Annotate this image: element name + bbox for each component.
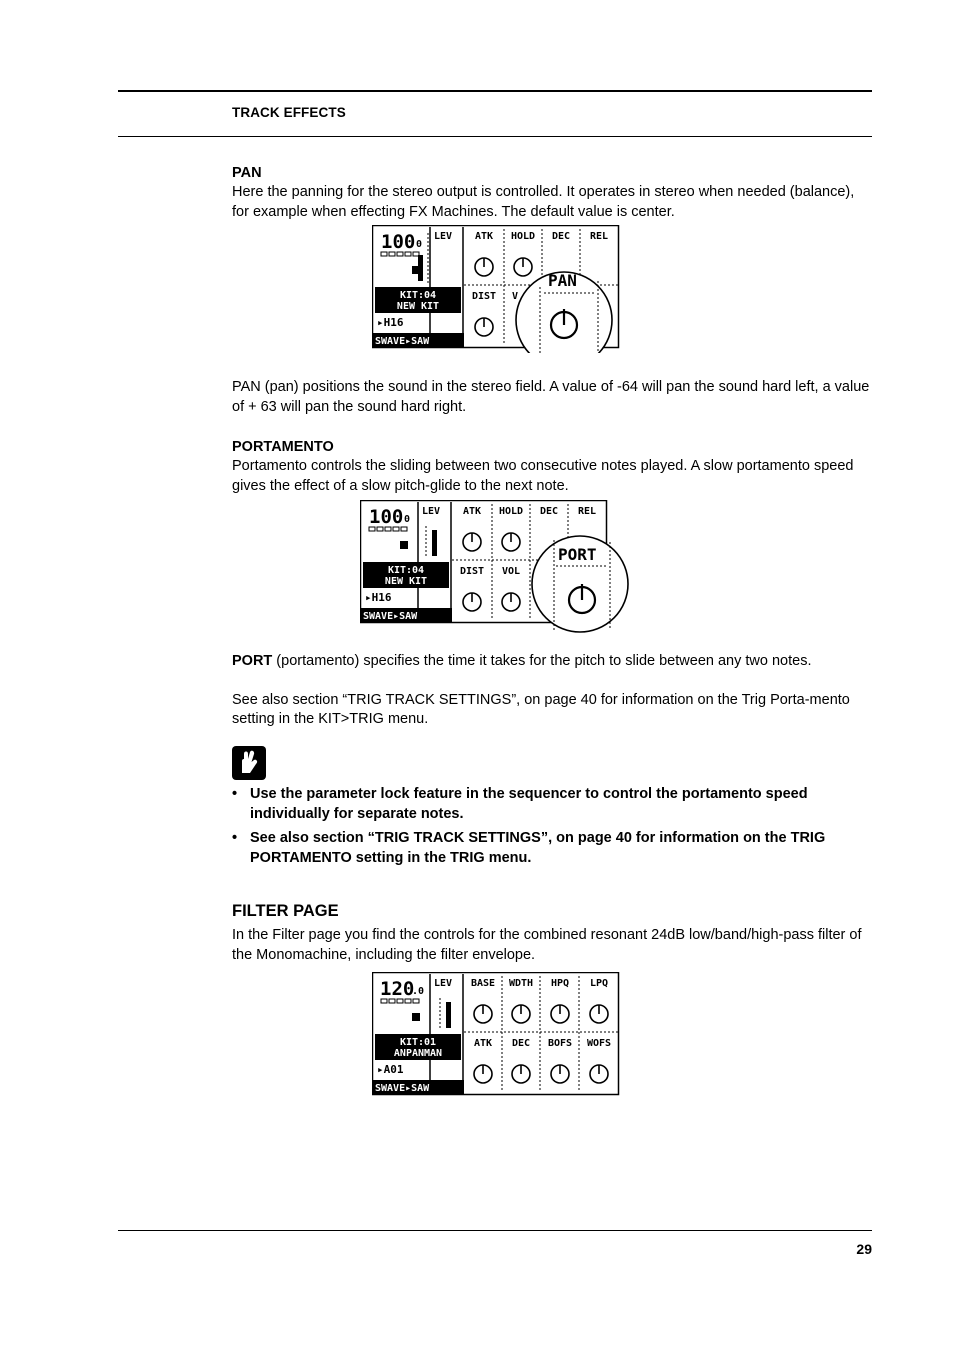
lcd-port-zoom-label: PORT: [558, 545, 597, 564]
lcd-filter-label-bofs: BOFS: [547, 1038, 573, 1049]
lcd-filter-label-lpq: LPQ: [589, 978, 609, 989]
port-see-also: See also section “TRIG TRACK SETTINGS”, on page 40 for information on the Trig Porta-mento setting in the KIT>TRIG menu.: [232, 691, 850, 727]
lcd-filter-pattern: ▸A01: [377, 1063, 404, 1076]
lcd-filter-label-wdth: WDTH: [508, 978, 534, 989]
port-description-block: [232, 652, 874, 730]
lcd-port-kit-line2: NEW KIT: [384, 576, 428, 587]
lcd-pan-kit-line2: NEW KIT: [396, 301, 440, 312]
lcd-port-zoom-circle: [532, 536, 628, 632]
lcd-pan-level-bar: [418, 255, 423, 281]
tips-block: [232, 785, 874, 873]
pan-heading: PAN: [232, 165, 262, 181]
lcd-filter-stop-square: [412, 1013, 420, 1021]
lcd-pan-label-lev: LEV: [434, 231, 453, 242]
filter-heading: FILTER PAGE: [232, 902, 339, 920]
page-number: 29: [856, 1241, 872, 1257]
lcd-filter-label-base: BASE: [470, 978, 496, 989]
header-top-rule: [118, 90, 872, 92]
lcd-pan-kit-line1: KIT:04: [399, 290, 437, 301]
lcd-filter-tempo-suffix: .0: [412, 986, 425, 997]
lcd-pan-machine: SWAVE▸SAW: [375, 336, 430, 347]
tips-list: [232, 785, 874, 868]
pan-description: PAN (pan) positions the sound in the stereo field. A value of -64 will pan the sound hard left, a value of + 63 will pan the sound hard right.: [232, 379, 870, 415]
filter-intro: In the Filter page you find the controls for the combined resonant 24dB low/band/high-pass filter of the Monomachine, including the filter envelope.: [232, 927, 862, 963]
lcd-port-label-dec: DEC: [539, 506, 559, 517]
portamento-heading: PORTAMENTO: [232, 439, 334, 455]
lcd-port-pattern: ▸H16: [365, 591, 392, 604]
lcd-port-label-vol: VOL: [501, 566, 521, 577]
lcd-port-label-dist: DIST: [459, 566, 485, 577]
tip-text: See also section “TRIG TRACK SETTINGS”, on page 40 for information on the TRIG PORTAMENTO setting in the TRIG menu.: [250, 830, 826, 866]
lcd-port-level-bar: [432, 530, 437, 556]
tip-item: • Use the parameter lock feature in the sequencer to control the portamento speed individually for separate notes.: [232, 786, 808, 822]
portamento-intro: Portamento controls the sliding between two consecutive notes played. A slow portamento speed gives the effect of a slow pitch-glide to the next note.: [232, 458, 854, 494]
port-description: [232, 652, 874, 672]
port-description-rest: (portamento) specifies the time it takes for the pitch to slide between any two notes.: [272, 653, 812, 669]
tip-text: Use the parameter lock feature in the sequencer to control the portamento speed individually for separate notes.: [250, 786, 808, 822]
tip-item: • See also section “TRIG TRACK SETTINGS”, on page 40 for information on the TRIG PORTAMENTO setting in the TRIG menu.: [232, 830, 826, 866]
lcd-port-label-lev: LEV: [422, 506, 441, 517]
footer-rule: [118, 1230, 872, 1231]
lcd-port-kit-line1: KIT:04: [387, 565, 425, 576]
pan-section: [232, 163, 874, 222]
lcd-filter-tempo: 120: [380, 978, 415, 1000]
lcd-port-screenshot: [360, 500, 632, 634]
lcd-port-machine: SWAVE▸SAW: [363, 611, 418, 622]
lcd-pan-tempo: 100: [381, 231, 416, 253]
lcd-filter-machine: SWAVE▸SAW: [375, 1083, 430, 1094]
lcd-pan-zoom-label: PAN: [548, 271, 577, 290]
lcd-filter-label-hpq: HPQ: [550, 978, 570, 989]
lcd-pan-label-dec: DEC: [551, 231, 571, 242]
lcd-pan-label-atk: ATK: [474, 231, 494, 242]
running-header: TRACK EFFECTS: [232, 105, 346, 120]
lcd-filter-kit-line1: KIT:01: [399, 1037, 437, 1048]
lcd-pan-label-rel: REL: [589, 231, 609, 242]
pan-intro: Here the panning for the stereo output is controlled. It operates in stereo when needed (balance), for example when effecting FX Machines. The default value is center.: [232, 184, 855, 220]
lcd-filter-screenshot: [372, 972, 620, 1098]
lcd-port-stop-square: [400, 541, 408, 549]
lcd-filter-label-lev: LEV: [434, 978, 453, 989]
lcd-filter-kit-line2: ANPANMAN: [393, 1048, 443, 1059]
lcd-filter-label-dec: DEC: [511, 1038, 531, 1049]
lcd-pan-label-dist: DIST: [471, 291, 497, 302]
lcd-port-label-hold: HOLD: [498, 506, 524, 517]
lcd-pan-tempo-suffix: 0: [416, 239, 423, 250]
lcd-port-tempo: 100: [369, 506, 404, 528]
lcd-filter-label-atk: ATK: [473, 1038, 493, 1049]
lcd-pan-label-vol: V: [512, 291, 519, 302]
port-term: PORT: [232, 653, 273, 669]
lcd-pan-label-hold: HOLD: [510, 231, 536, 242]
lcd-port-tempo-suffix: 0: [404, 514, 411, 525]
lcd-pan-screenshot: [372, 225, 620, 353]
hand-icon: [232, 746, 266, 780]
lcd-port-label-atk: ATK: [462, 506, 482, 517]
lcd-filter-level-bar: [446, 1002, 451, 1028]
header-bottom-rule: [118, 136, 872, 137]
filter-section: [232, 900, 874, 965]
lcd-filter-label-wofs: WOFS: [586, 1038, 612, 1049]
portamento-section: [232, 437, 874, 496]
lcd-pan-pattern: ▸H16: [377, 316, 404, 329]
pan-description-block: [232, 378, 874, 417]
lcd-port-label-rel: REL: [577, 506, 597, 517]
